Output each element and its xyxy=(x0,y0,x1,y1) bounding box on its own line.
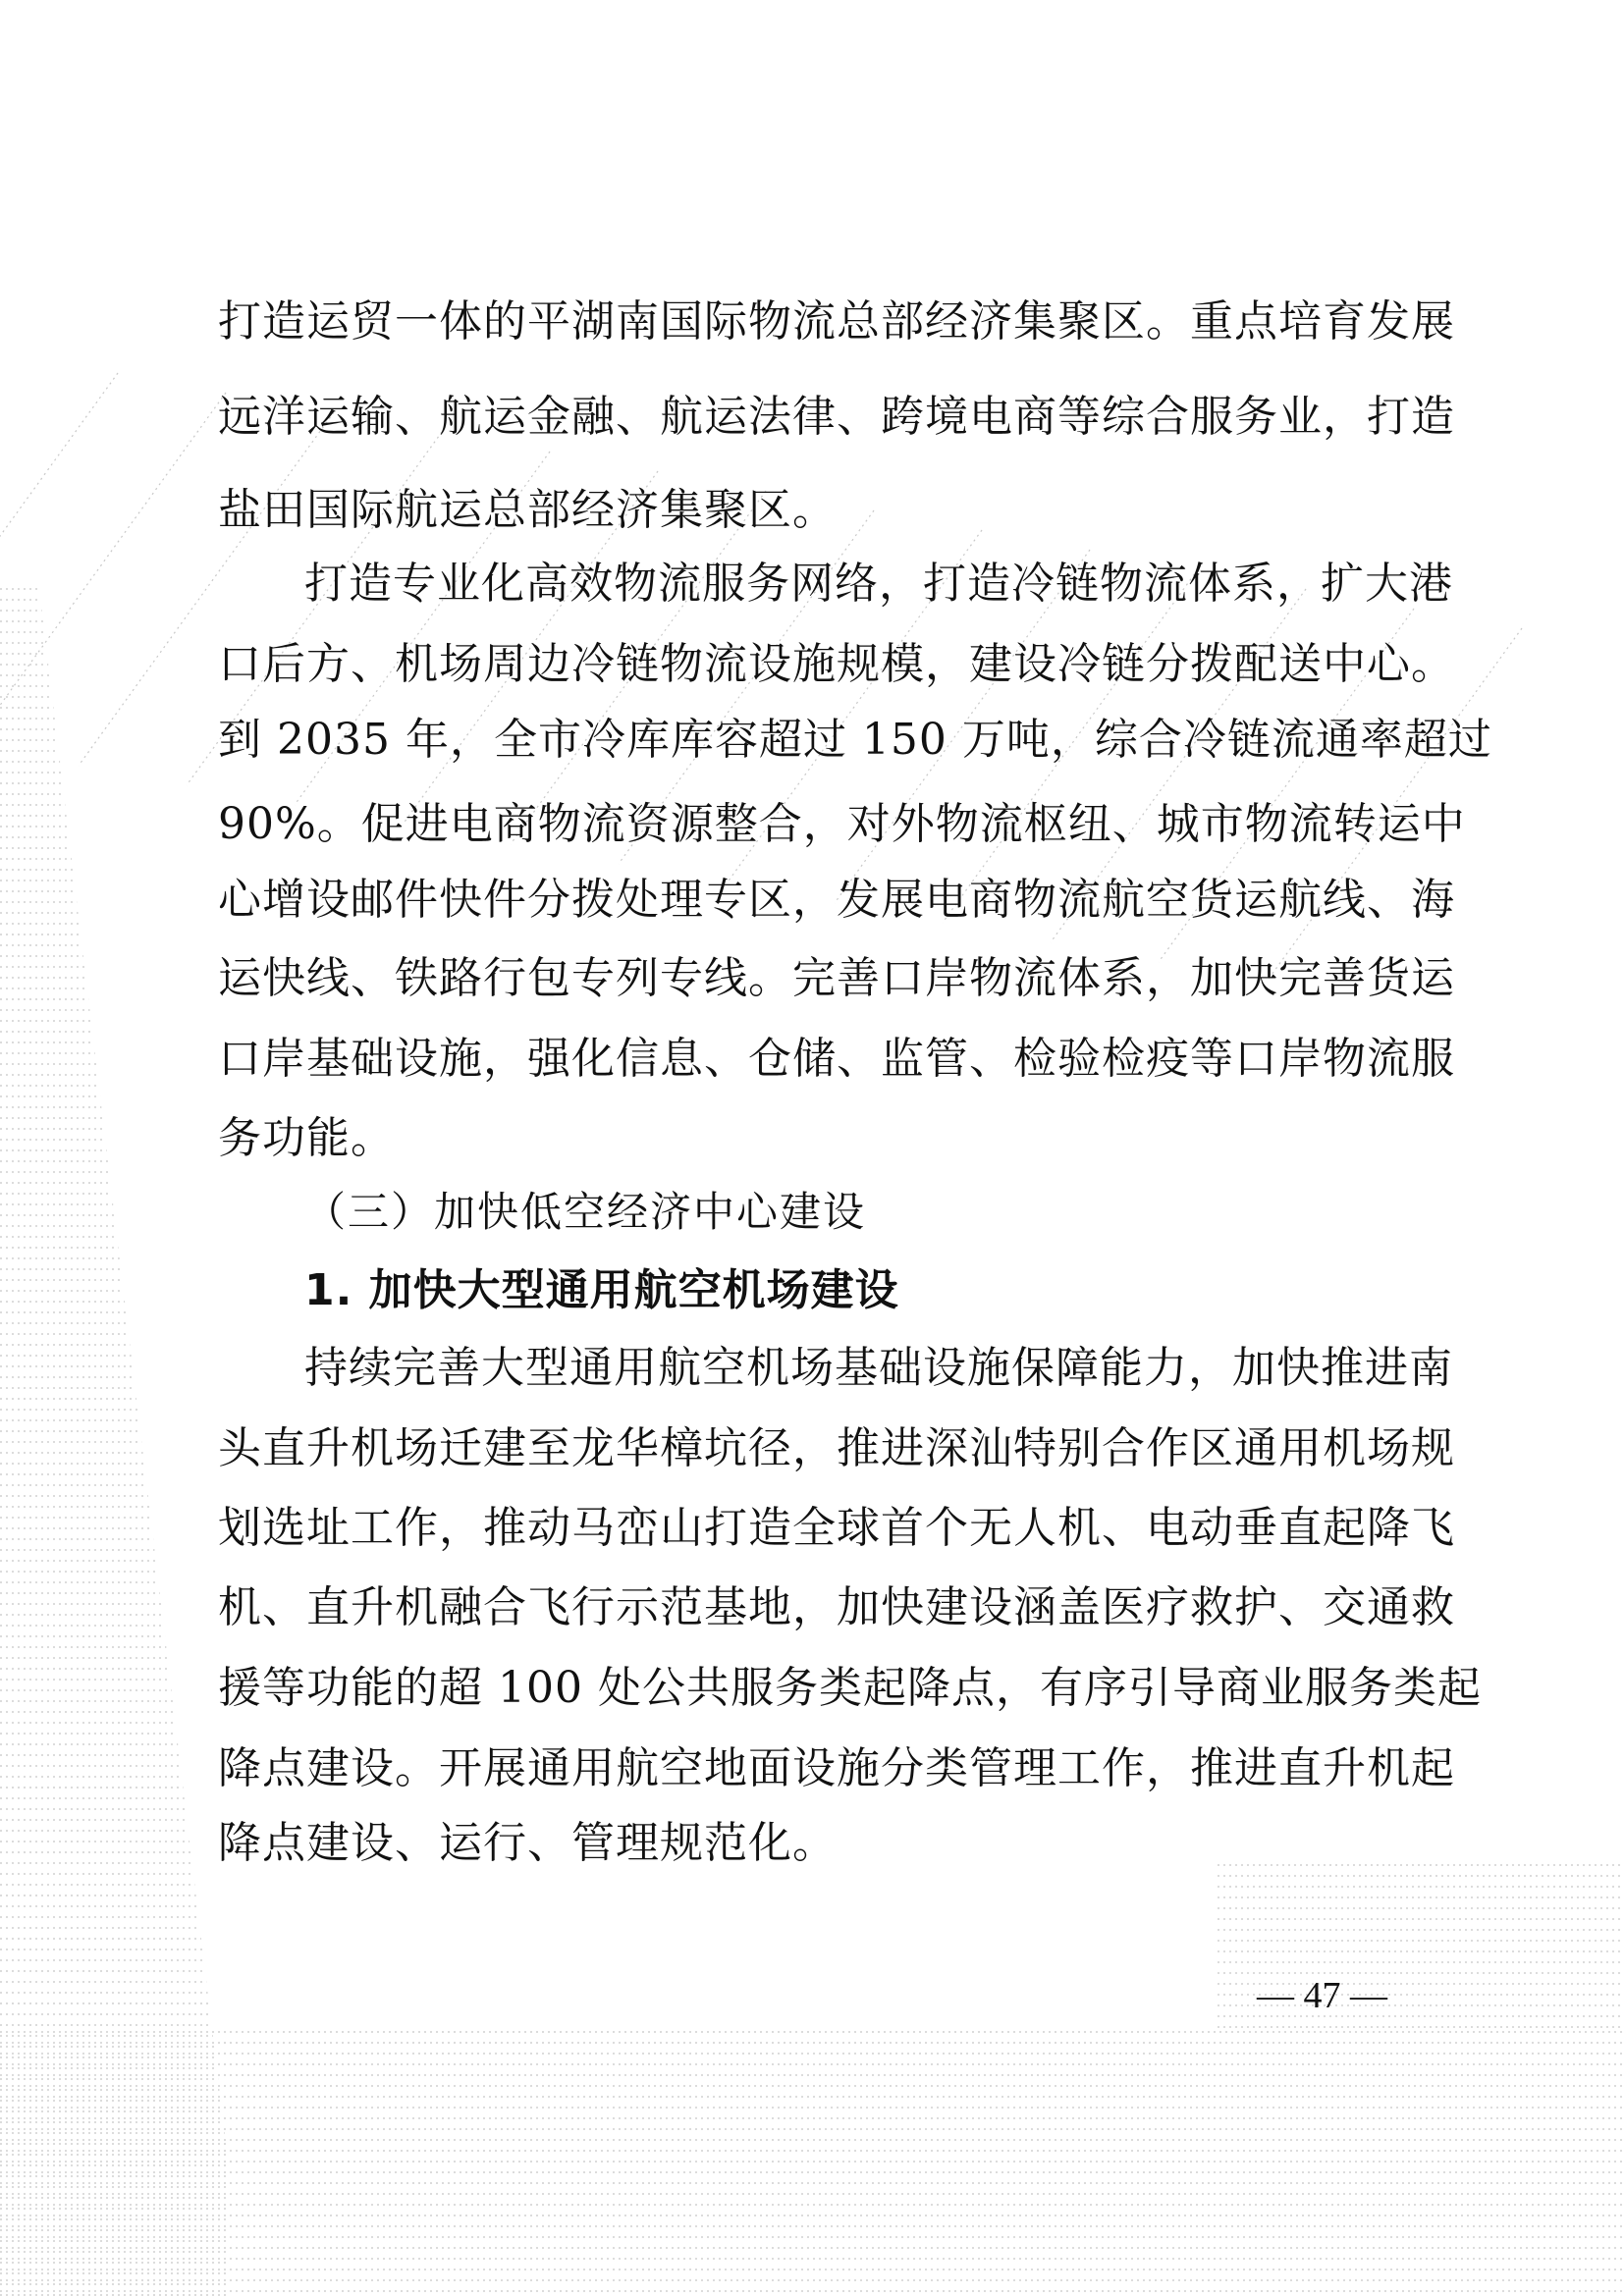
text-line: 运快线、铁路行包专列专线。完善口岸物流体系，加快完善货运 xyxy=(218,953,1455,1003)
text-line: 90%。促进电商物流资源整合，对外物流枢纽、城市物流转运中 xyxy=(218,799,1466,849)
text-line: 打造专业化高效物流服务网络，打造冷链物流体系，扩大港 xyxy=(304,559,1453,609)
text-line: 盐田国际航运总部经济集聚区。 xyxy=(218,485,837,535)
text-line: 打造运贸一体的平湖南国际物流总部经济集聚区。重点培育发展 xyxy=(218,296,1455,347)
text-line: 心增设邮件快件分拨处理专区，发展电商物流航空货运航线、海 xyxy=(218,875,1455,925)
text-line: 援等功能的超 100 处公共服务类起降点，有序引导商业服务类起 xyxy=(218,1663,1482,1713)
text-line: 口岸基础设施，强化信息、仓储、监管、检验检疫等口岸物流服 xyxy=(218,1034,1455,1084)
text-line: 划选址工作，推动马峦山打造全球首个无人机、电动垂直起降飞 xyxy=(218,1503,1455,1553)
page-number: — 47 — xyxy=(1257,1975,1387,2016)
text-line: 机、直升机融合飞行示范基地，加快建设涵盖医疗救护、交通救 xyxy=(218,1582,1455,1632)
text-line: 远洋运输、航运金融、航运法律、跨境电商等综合服务业，打造 xyxy=(218,392,1455,442)
text-line: 降点建设。开展通用航空地面设施分类管理工作，推进直升机起 xyxy=(218,1743,1455,1793)
text-line: 口后方、机场周边冷链物流设施规模，建设冷链分拨配送中心。 xyxy=(218,639,1455,689)
section-heading: （三）加快低空经济中心建设 xyxy=(304,1188,867,1236)
text-line: 务功能。 xyxy=(218,1113,395,1163)
text-line: 降点建设、运行、管理规范化。 xyxy=(218,1818,837,1868)
text-line: 持续完善大型通用航空机场基础设施保障能力，加快推进南 xyxy=(304,1343,1453,1393)
sub-heading: 1. 加快大型通用航空机场建设 xyxy=(304,1265,899,1315)
text-line: 头直升机场迁建至龙华樟坑径，推进深汕特别合作区通用机场规 xyxy=(218,1423,1455,1473)
text-line: 到 2035 年，全市冷库库容超过 150 万吨，综合冷链流通率超过 xyxy=(218,715,1492,765)
